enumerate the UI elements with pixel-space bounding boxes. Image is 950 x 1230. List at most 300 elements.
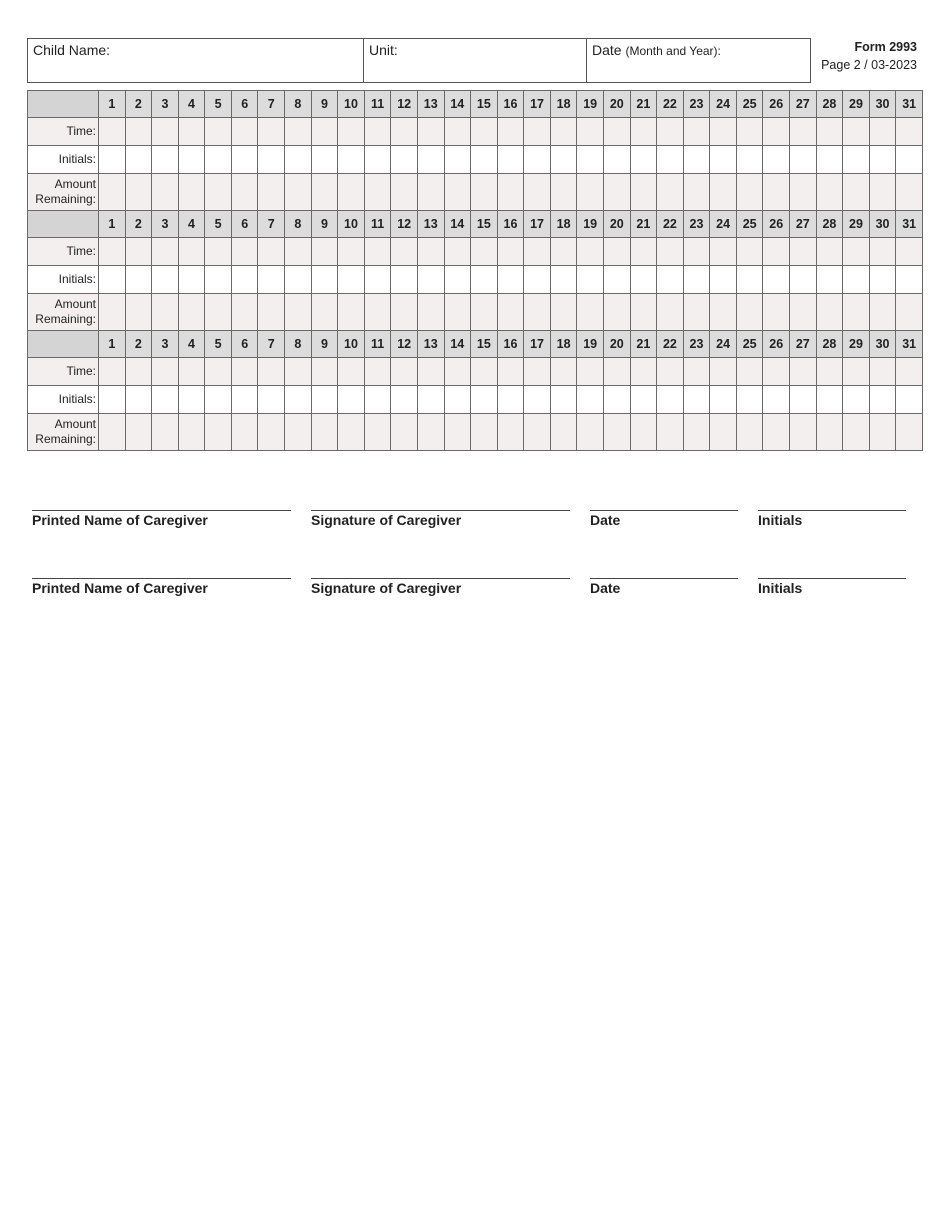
initials-row-label: Initials: <box>28 386 99 414</box>
amount-entry-cell[interactable] <box>152 414 179 451</box>
initials-entry-cell[interactable] <box>231 386 258 414</box>
initials-entry-cell[interactable] <box>896 146 923 174</box>
amount-entry-cell[interactable] <box>231 294 258 331</box>
time-entry-cell[interactable] <box>790 358 817 386</box>
amount-entry-cell[interactable] <box>178 174 205 211</box>
amount-entry-cell[interactable] <box>869 174 896 211</box>
initials-entry-cell[interactable] <box>444 386 471 414</box>
time-entry-cell[interactable] <box>816 358 843 386</box>
amount-entry-cell[interactable] <box>736 294 763 331</box>
time-entry-cell[interactable] <box>603 238 630 266</box>
initials-entry-cell[interactable] <box>763 266 790 294</box>
amount-entry-cell[interactable] <box>683 414 710 451</box>
initials-entry-cell[interactable] <box>178 386 205 414</box>
time-entry-cell[interactable] <box>603 118 630 146</box>
amount-entry-cell[interactable] <box>99 294 126 331</box>
initials-entry-cell[interactable] <box>683 266 710 294</box>
time-entry-cell[interactable] <box>736 358 763 386</box>
signature-line[interactable]: Signature of Caregiver <box>311 578 570 596</box>
initials-entry-cell[interactable] <box>338 266 365 294</box>
initials-entry-cell[interactable] <box>285 386 312 414</box>
amount-entry-cell[interactable] <box>338 414 365 451</box>
initials-entry-cell[interactable] <box>550 386 577 414</box>
initials-entry-cell[interactable] <box>657 386 684 414</box>
time-entry-cell[interactable] <box>869 358 896 386</box>
time-entry-cell[interactable] <box>683 358 710 386</box>
time-entry-cell[interactable] <box>338 238 365 266</box>
amount-entry-cell[interactable] <box>497 174 524 211</box>
initials-entry-cell[interactable] <box>843 386 870 414</box>
initials-entry-cell[interactable] <box>657 266 684 294</box>
time-entry-cell[interactable] <box>152 118 179 146</box>
day-number: 2 <box>125 91 152 118</box>
amount-entry-cell[interactable] <box>550 414 577 451</box>
time-entry-cell[interactable] <box>285 118 312 146</box>
amount-entry-cell[interactable] <box>338 174 365 211</box>
initials-entry-cell[interactable] <box>152 266 179 294</box>
initials-entry-cell[interactable] <box>338 386 365 414</box>
time-entry-cell[interactable] <box>125 358 152 386</box>
amount-entry-cell[interactable] <box>710 414 737 451</box>
initials-entry-cell[interactable] <box>231 146 258 174</box>
initials-entry-cell[interactable] <box>311 386 338 414</box>
amount-entry-cell[interactable] <box>471 174 498 211</box>
time-entry-cell[interactable] <box>896 358 923 386</box>
amount-entry-cell[interactable] <box>790 174 817 211</box>
initials-entry-cell[interactable] <box>524 266 551 294</box>
amount-entry-cell[interactable] <box>471 294 498 331</box>
time-entry-cell[interactable] <box>417 118 444 146</box>
date-line[interactable]: Date <box>590 578 738 596</box>
amount-entry-cell[interactable] <box>816 414 843 451</box>
time-entry-cell[interactable] <box>657 358 684 386</box>
amount-entry-cell[interactable] <box>205 294 232 331</box>
amount-entry-cell[interactable] <box>444 294 471 331</box>
amount-entry-cell[interactable] <box>99 414 126 451</box>
time-entry-cell[interactable] <box>577 118 604 146</box>
initials-entry-cell[interactable] <box>816 146 843 174</box>
time-entry-cell[interactable] <box>258 358 285 386</box>
amount-entry-cell[interactable] <box>444 174 471 211</box>
amount-entry-cell[interactable] <box>896 414 923 451</box>
amount-entry-cell[interactable] <box>364 174 391 211</box>
initials-entry-cell[interactable] <box>99 146 126 174</box>
amount-entry-cell[interactable] <box>710 174 737 211</box>
initials-entry-cell[interactable] <box>524 146 551 174</box>
amount-entry-cell[interactable] <box>311 294 338 331</box>
initials-entry-cell[interactable] <box>683 386 710 414</box>
initials-entry-cell[interactable] <box>285 266 312 294</box>
amount-entry-cell[interactable] <box>630 174 657 211</box>
initials-entry-cell[interactable] <box>736 266 763 294</box>
time-entry-cell[interactable] <box>630 118 657 146</box>
amount-entry-cell[interactable] <box>763 414 790 451</box>
time-entry-cell[interactable] <box>683 118 710 146</box>
initials-entry-cell[interactable] <box>710 386 737 414</box>
initials-entry-cell[interactable] <box>338 146 365 174</box>
day-number: 8 <box>285 211 312 238</box>
amount-entry-cell[interactable] <box>391 414 418 451</box>
time-entry-cell[interactable] <box>125 238 152 266</box>
time-entry-cell[interactable] <box>311 238 338 266</box>
initials-entry-cell[interactable] <box>630 386 657 414</box>
initials-entry-cell[interactable] <box>736 386 763 414</box>
initials-entry-cell[interactable] <box>285 146 312 174</box>
time-entry-cell[interactable] <box>869 238 896 266</box>
initials-entry-cell[interactable] <box>683 146 710 174</box>
initials-entry-cell[interactable] <box>231 266 258 294</box>
day-number: 29 <box>843 91 870 118</box>
time-entry-cell[interactable] <box>444 238 471 266</box>
time-entry-cell[interactable] <box>152 358 179 386</box>
amount-entry-cell[interactable] <box>125 414 152 451</box>
time-entry-cell[interactable] <box>630 238 657 266</box>
time-entry-cell[interactable] <box>205 118 232 146</box>
initials-entry-cell[interactable] <box>417 386 444 414</box>
time-entry-cell[interactable] <box>657 118 684 146</box>
time-entry-cell[interactable] <box>285 358 312 386</box>
child-name-field[interactable] <box>28 39 364 82</box>
day-number: 15 <box>471 331 498 358</box>
amount-entry-cell[interactable] <box>657 174 684 211</box>
initials-entry-cell[interactable] <box>630 146 657 174</box>
time-entry-cell[interactable] <box>391 358 418 386</box>
amount-entry-cell[interactable] <box>683 294 710 331</box>
time-entry-cell[interactable] <box>816 238 843 266</box>
initials-entry-cell[interactable] <box>205 266 232 294</box>
amount-entry-cell[interactable] <box>258 174 285 211</box>
initials-entry-cell[interactable] <box>657 146 684 174</box>
time-entry-cell[interactable] <box>99 358 126 386</box>
initials-entry-cell[interactable] <box>258 146 285 174</box>
time-entry-cell[interactable] <box>258 238 285 266</box>
time-entry-cell[interactable] <box>710 238 737 266</box>
initials-entry-cell[interactable] <box>417 266 444 294</box>
time-entry-cell[interactable] <box>736 118 763 146</box>
time-entry-cell[interactable] <box>736 238 763 266</box>
amount-entry-cell[interactable] <box>285 414 312 451</box>
amount-entry-cell[interactable] <box>577 174 604 211</box>
time-entry-cell[interactable] <box>391 118 418 146</box>
initials-entry-cell[interactable] <box>603 266 630 294</box>
amount-entry-cell[interactable] <box>710 294 737 331</box>
time-entry-cell[interactable] <box>178 358 205 386</box>
initials-entry-cell[interactable] <box>843 146 870 174</box>
amount-entry-cell[interactable] <box>524 294 551 331</box>
day-number: 29 <box>843 331 870 358</box>
amount-entry-cell[interactable] <box>152 174 179 211</box>
time-entry-cell[interactable] <box>524 238 551 266</box>
amount-entry-cell[interactable] <box>471 414 498 451</box>
amount-entry-cell[interactable] <box>364 414 391 451</box>
time-entry-cell[interactable] <box>231 238 258 266</box>
initials-entry-cell[interactable] <box>125 386 152 414</box>
time-entry-cell[interactable] <box>205 358 232 386</box>
time-entry-cell[interactable] <box>338 358 365 386</box>
amount-entry-cell[interactable] <box>497 294 524 331</box>
initials-entry-cell[interactable] <box>869 386 896 414</box>
time-entry-cell[interactable] <box>364 118 391 146</box>
amount-entry-cell[interactable] <box>285 174 312 211</box>
amount-entry-cell[interactable] <box>816 294 843 331</box>
time-entry-cell[interactable] <box>763 358 790 386</box>
amount-entry-cell[interactable] <box>630 414 657 451</box>
amount-entry-cell[interactable] <box>311 174 338 211</box>
time-entry-cell[interactable] <box>577 238 604 266</box>
time-entry-cell[interactable] <box>152 238 179 266</box>
time-entry-cell[interactable] <box>550 358 577 386</box>
amount-entry-cell[interactable] <box>550 174 577 211</box>
initials-entry-cell[interactable] <box>603 386 630 414</box>
initials-entry-cell[interactable] <box>444 266 471 294</box>
time-entry-cell[interactable] <box>338 118 365 146</box>
initials-entry-cell[interactable] <box>444 146 471 174</box>
time-entry-cell[interactable] <box>843 358 870 386</box>
initials-entry-cell[interactable] <box>364 266 391 294</box>
time-entry-cell[interactable] <box>417 358 444 386</box>
initials-entry-cell[interactable] <box>471 266 498 294</box>
initials-entry-cell[interactable] <box>577 386 604 414</box>
time-entry-cell[interactable] <box>471 358 498 386</box>
time-entry-cell[interactable] <box>497 238 524 266</box>
initials-entry-cell[interactable] <box>577 266 604 294</box>
amount-entry-cell[interactable] <box>869 294 896 331</box>
time-entry-cell[interactable] <box>311 358 338 386</box>
initials-entry-cell[interactable] <box>178 266 205 294</box>
amount-entry-cell[interactable] <box>736 174 763 211</box>
amount-entry-cell[interactable] <box>152 294 179 331</box>
time-entry-cell[interactable] <box>524 358 551 386</box>
amount-entry-cell[interactable] <box>125 294 152 331</box>
time-entry-cell[interactable] <box>231 118 258 146</box>
time-entry-cell[interactable] <box>417 238 444 266</box>
amount-entry-cell[interactable] <box>896 174 923 211</box>
amount-entry-cell[interactable] <box>603 294 630 331</box>
initials-entry-cell[interactable] <box>311 266 338 294</box>
amount-entry-cell[interactable] <box>657 294 684 331</box>
initials-entry-cell[interactable] <box>391 266 418 294</box>
initials-entry-cell[interactable] <box>417 146 444 174</box>
amount-entry-cell[interactable] <box>125 174 152 211</box>
initials-entry-cell[interactable] <box>125 266 152 294</box>
time-entry-cell[interactable] <box>683 238 710 266</box>
time-entry-cell[interactable] <box>896 118 923 146</box>
time-entry-cell[interactable] <box>657 238 684 266</box>
time-entry-cell[interactable] <box>285 238 312 266</box>
amount-entry-cell[interactable] <box>205 414 232 451</box>
unit-field[interactable] <box>364 39 587 82</box>
initials-entry-cell[interactable] <box>896 266 923 294</box>
amount-entry-cell[interactable] <box>816 174 843 211</box>
amount-entry-cell[interactable] <box>231 414 258 451</box>
amount-entry-cell[interactable] <box>524 174 551 211</box>
amount-entry-cell[interactable] <box>869 414 896 451</box>
amount-entry-cell[interactable] <box>683 174 710 211</box>
amount-entry-cell[interactable] <box>391 174 418 211</box>
time-entry-cell[interactable] <box>471 238 498 266</box>
amount-entry-cell[interactable] <box>763 174 790 211</box>
initials-entry-cell[interactable] <box>816 266 843 294</box>
time-entry-cell[interactable] <box>843 118 870 146</box>
initials-entry-cell[interactable] <box>205 146 232 174</box>
amount-entry-cell[interactable] <box>417 174 444 211</box>
initials-entry-cell[interactable] <box>869 266 896 294</box>
amount-entry-cell[interactable] <box>843 174 870 211</box>
date-line[interactable]: Date <box>590 510 738 528</box>
initials-entry-cell[interactable] <box>471 146 498 174</box>
time-entry-cell[interactable] <box>869 118 896 146</box>
initials-entry-cell[interactable] <box>497 146 524 174</box>
initials-entry-cell[interactable] <box>497 266 524 294</box>
time-entry-cell[interactable] <box>630 358 657 386</box>
amount-entry-cell[interactable] <box>630 294 657 331</box>
time-entry-cell[interactable] <box>125 118 152 146</box>
initials-entry-cell[interactable] <box>630 266 657 294</box>
amount-entry-cell[interactable] <box>444 414 471 451</box>
initials-entry-cell[interactable] <box>550 266 577 294</box>
time-entry-cell[interactable] <box>391 238 418 266</box>
initials-entry-cell[interactable] <box>524 386 551 414</box>
time-entry-cell[interactable] <box>178 118 205 146</box>
initials-entry-cell[interactable] <box>178 146 205 174</box>
amount-entry-cell[interactable] <box>843 414 870 451</box>
initials-entry-cell[interactable] <box>364 386 391 414</box>
signature-line[interactable]: Signature of Caregiver <box>311 510 570 528</box>
time-entry-cell[interactable] <box>710 358 737 386</box>
amount-entry-cell[interactable] <box>763 294 790 331</box>
amount-entry-cell[interactable] <box>736 414 763 451</box>
amount-entry-cell[interactable] <box>258 294 285 331</box>
amount-entry-cell[interactable] <box>790 294 817 331</box>
initials-entry-cell[interactable] <box>763 386 790 414</box>
day-number: 9 <box>311 211 338 238</box>
time-entry-cell[interactable] <box>231 358 258 386</box>
initials-entry-cell[interactable] <box>391 386 418 414</box>
amount-entry-cell[interactable] <box>258 414 285 451</box>
printed-name-line[interactable]: Printed Name of Caregiver <box>32 510 291 528</box>
time-entry-cell[interactable] <box>497 358 524 386</box>
initials-entry-cell[interactable] <box>816 386 843 414</box>
initials-entry-cell[interactable] <box>736 146 763 174</box>
time-entry-cell[interactable] <box>763 118 790 146</box>
time-entry-cell[interactable] <box>258 118 285 146</box>
time-entry-cell[interactable] <box>497 118 524 146</box>
initials-entry-cell[interactable] <box>152 146 179 174</box>
amount-entry-cell[interactable] <box>417 294 444 331</box>
initials-entry-cell[interactable] <box>391 146 418 174</box>
amount-entry-cell[interactable] <box>205 174 232 211</box>
initials-entry-cell[interactable] <box>99 266 126 294</box>
initials-entry-cell[interactable] <box>99 386 126 414</box>
day-number: 16 <box>497 331 524 358</box>
time-entry-cell[interactable] <box>471 118 498 146</box>
initials-entry-cell[interactable] <box>710 146 737 174</box>
amount-entry-cell[interactable] <box>843 294 870 331</box>
time-entry-cell[interactable] <box>843 238 870 266</box>
amount-entry-cell[interactable] <box>577 414 604 451</box>
initials-entry-cell[interactable] <box>790 146 817 174</box>
time-entry-cell[interactable] <box>550 238 577 266</box>
initials-entry-cell[interactable] <box>790 266 817 294</box>
initials-entry-cell[interactable] <box>550 146 577 174</box>
printed-name-line[interactable]: Printed Name of Caregiver <box>32 578 291 596</box>
initials-entry-cell[interactable] <box>205 386 232 414</box>
time-entry-cell[interactable] <box>550 118 577 146</box>
amount-row-label: Amount Remaining: <box>28 414 99 451</box>
time-entry-cell[interactable] <box>816 118 843 146</box>
initials-entry-cell[interactable] <box>869 146 896 174</box>
amount-entry-cell[interactable] <box>896 294 923 331</box>
time-entry-cell[interactable] <box>99 238 126 266</box>
amount-entry-cell[interactable] <box>178 414 205 451</box>
amount-entry-cell[interactable] <box>311 414 338 451</box>
time-entry-cell[interactable] <box>444 358 471 386</box>
time-entry-cell[interactable] <box>178 238 205 266</box>
time-entry-cell[interactable] <box>577 358 604 386</box>
amount-entry-cell[interactable] <box>285 294 312 331</box>
amount-entry-cell[interactable] <box>524 414 551 451</box>
initials-entry-cell[interactable] <box>471 386 498 414</box>
time-entry-cell[interactable] <box>364 358 391 386</box>
time-entry-cell[interactable] <box>205 238 232 266</box>
amount-entry-cell[interactable] <box>497 414 524 451</box>
initials-entry-cell[interactable] <box>603 146 630 174</box>
amount-entry-cell[interactable] <box>577 294 604 331</box>
amount-entry-cell[interactable] <box>790 414 817 451</box>
initials-entry-cell[interactable] <box>790 386 817 414</box>
amount-entry-cell[interactable] <box>99 174 126 211</box>
time-entry-cell[interactable] <box>524 118 551 146</box>
initials-entry-cell[interactable] <box>843 266 870 294</box>
date-field[interactable] <box>587 39 810 82</box>
initials-entry-cell[interactable] <box>497 386 524 414</box>
initials-entry-cell[interactable] <box>152 386 179 414</box>
amount-entry-cell[interactable] <box>603 174 630 211</box>
amount-entry-cell[interactable] <box>231 174 258 211</box>
time-entry-cell[interactable] <box>311 118 338 146</box>
amount-entry-cell[interactable] <box>603 414 630 451</box>
amount-entry-cell[interactable] <box>338 294 365 331</box>
amount-entry-cell[interactable] <box>391 294 418 331</box>
initials-entry-cell[interactable] <box>896 386 923 414</box>
initials-entry-cell[interactable] <box>364 146 391 174</box>
initials-line[interactable]: Initials <box>758 578 906 596</box>
initials-entry-cell[interactable] <box>710 266 737 294</box>
amount-entry-cell[interactable] <box>364 294 391 331</box>
time-entry-cell[interactable] <box>710 118 737 146</box>
amount-entry-cell[interactable] <box>550 294 577 331</box>
initials-entry-cell[interactable] <box>125 146 152 174</box>
time-entry-cell[interactable] <box>790 118 817 146</box>
day-number: 21 <box>630 211 657 238</box>
time-entry-cell[interactable] <box>99 118 126 146</box>
time-entry-cell[interactable] <box>603 358 630 386</box>
initials-entry-cell[interactable] <box>763 146 790 174</box>
time-entry-cell[interactable] <box>364 238 391 266</box>
amount-entry-cell[interactable] <box>657 414 684 451</box>
initials-entry-cell[interactable] <box>258 386 285 414</box>
time-entry-cell[interactable] <box>896 238 923 266</box>
initials-entry-cell[interactable] <box>258 266 285 294</box>
amount-entry-cell[interactable] <box>417 414 444 451</box>
initials-line[interactable]: Initials <box>758 510 906 528</box>
initials-entry-cell[interactable] <box>577 146 604 174</box>
time-entry-cell[interactable] <box>763 238 790 266</box>
time-entry-cell[interactable] <box>790 238 817 266</box>
initials-entry-cell[interactable] <box>311 146 338 174</box>
amount-entry-cell[interactable] <box>178 294 205 331</box>
time-entry-cell[interactable] <box>444 118 471 146</box>
